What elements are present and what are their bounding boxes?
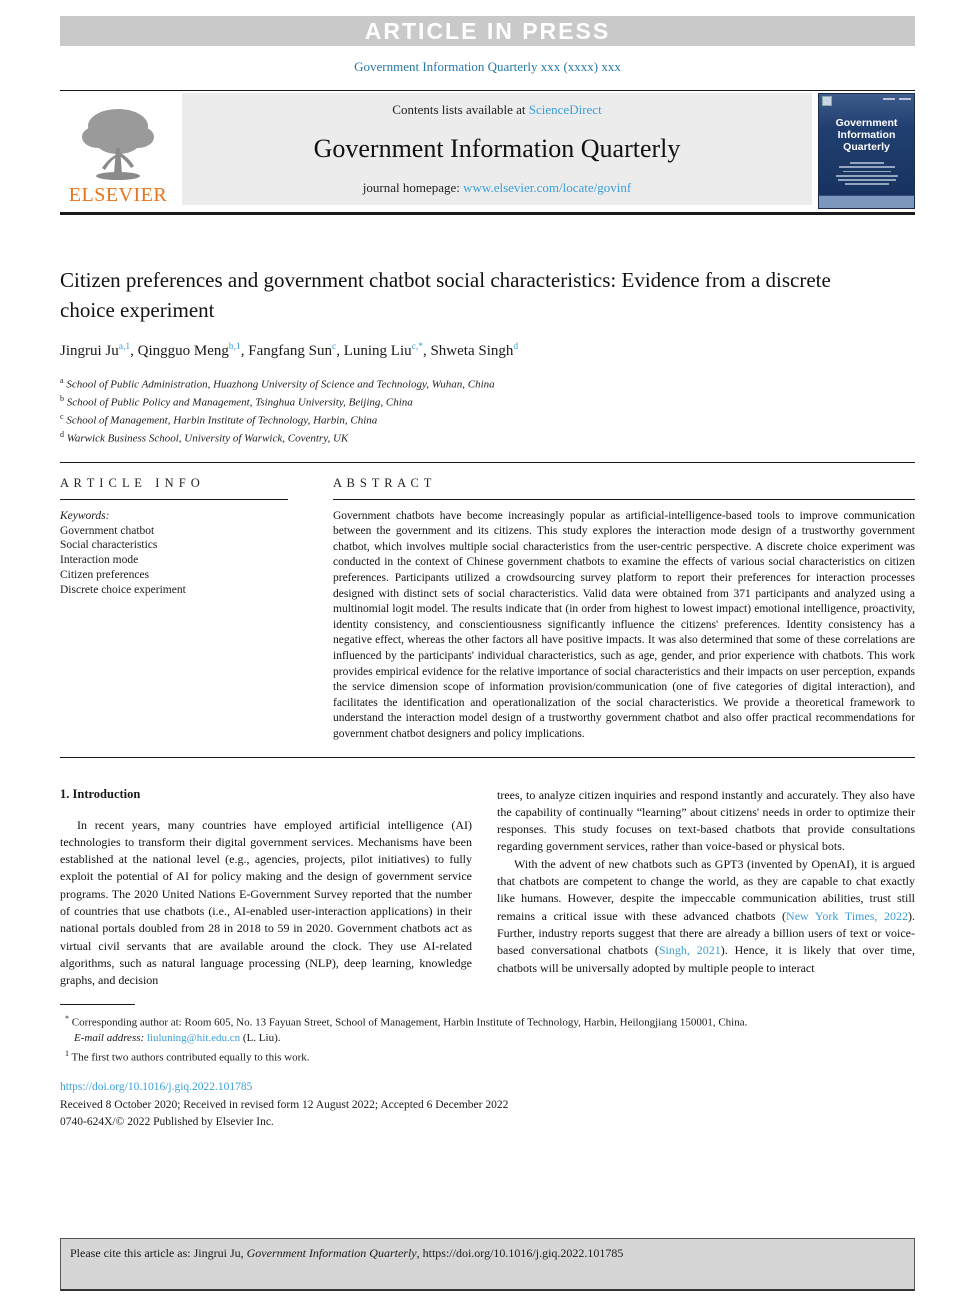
keyword-item: Discrete choice experiment (60, 583, 186, 596)
journal-cover-thumbnail (818, 93, 915, 209)
author-superscript-link[interactable]: c,* (411, 342, 423, 352)
cover-dash (883, 98, 895, 100)
contents-line: Contents lists available at ScienceDirect (392, 102, 602, 117)
affiliation-superscript: c (60, 412, 64, 422)
keyword-item: Government chatbot (60, 524, 155, 537)
abstract-heading: A B S T R A C T (333, 476, 915, 500)
journal-title: Government Information Quarterly (313, 134, 681, 163)
cover-dash (899, 98, 911, 100)
intro-paragraph: trees, to analyze citizen inquiries and respond instantly and accurately. They also have the capability of continually “learning” about citizens' needs in order to optimize their responses. This study focuses on text-based chatbots that provide consultations regarding government services, rather than voice-based or physical bots. (497, 787, 915, 854)
author-superscript-link[interactable]: a,1 (118, 342, 131, 352)
intro-left-column (60, 787, 472, 990)
author-name: Luning Liu (343, 343, 412, 359)
introduction-heading: 1. Introduction (60, 786, 141, 801)
article-info-heading: A R T I C L E I N F O (60, 476, 288, 500)
equal-contribution-note: $^1$ The first two authors contributed equally to this work. (65, 1049, 310, 1064)
authors-line: Jingrui Ju$^{a,1}$, Qingguo Meng$^{b,1}$, Fangfang Sun$^c$, Luning Liu$^{c,*}$, Shweta Singh$^d$ (60, 342, 519, 359)
author-name: Jingrui Ju (60, 343, 119, 359)
affiliation-line: $^d$ Warwick Business School, University of Warwick, Coventry, UK (60, 430, 349, 446)
cover-top-band (819, 94, 914, 109)
cover-title: Government Information Quarterly (835, 117, 898, 153)
intro-paragraph: With the advent of new chatbots such as GPT3 (invented by OpenAI), it is argued that chatbots are competent to change the world, as they are capable to chat exactly like humans. However, despite the impeccable communication abilities, trust still remains a critical issue with these advanced chatbots (New York Times, 2022). Further, industry reports suggest that there are already a billion users of text or voice-based conversational chatbots (Singh, 2021). Hence, it is likely that over time, chatbots will be universally adopted by multiple people to interact (497, 856, 916, 975)
elsevier-tree-icon (76, 104, 160, 186)
author-name: Fangfang Sun (248, 343, 332, 359)
received-dates: Received 8 October 2020; Received in revised form 12 August 2022; Accepted 6 December 2022 (60, 1098, 509, 1111)
cite-text: Please cite this article as: Jingrui Ju, (70, 1246, 247, 1260)
journal-masthead (60, 90, 915, 215)
keywords-label: Keywords: (60, 509, 110, 522)
author-superscript-link[interactable]: c (331, 342, 337, 352)
intro-right-column (497, 787, 915, 990)
citation-link-nyt[interactable]: New York Times, 2022 (786, 908, 909, 923)
affiliation-superscript: b (60, 394, 64, 404)
introduction-section (60, 787, 915, 990)
email-line: E-mail address: liuluning@hit.edu.cn (L. Liu). (74, 1031, 281, 1044)
corresponding-author-note: * Corresponding author at: Room 605, No. 13 Fayuan Street, School of Management, Harbin Institute of Technology, Harbin, Heilongjiang 150001, China. (65, 1013, 748, 1029)
affiliation-superscript: d (60, 430, 64, 440)
author-name: Qingguo Meng (137, 343, 229, 359)
intro-paragraph: In recent years, many countries have employed artificial intelligence (AI) technologies to transform their digital government services. Mechanisms have been established at the national level (e.g., agencies, projects, pilot initiatives) to fully exploit the potential of AI for policy making and the design of government service programs. The 2020 United Nations E-Government Survey reported that the number of countries that use chatbots (i.e., AI-enabled user-interaction applications) in their national portals doubled from 28 in 2018 to 59 in 2020. Government chatbots act as virtual civil servants that are available around the clock. They use AI-related algorithms, such as natural language processing (NLP), deep learning, knowledge graphs, and decision (60, 817, 472, 988)
citation-banner: Please cite this article as: Jingrui Ju, Government Information Quarterly, https://doi.org/10.1016/j.giq.2022.101785 (60, 1238, 915, 1291)
affiliation-line: $^a$ School of Public Administration, Huazhong University of Science and Technology, Wuhan, China (60, 376, 495, 391)
copyright-line: 0740-624X/© 2022 Published by Elsevier Inc. (60, 1116, 274, 1129)
journal-homepage-link[interactable]: www.elsevier.com/locate/govinf (463, 180, 632, 195)
keyword-item: Citizen preferences (60, 569, 150, 582)
affiliation-superscript: a (60, 376, 64, 385)
affiliations (60, 374, 915, 447)
author-superscript-link[interactable]: b,1 (228, 342, 241, 352)
article-in-press-banner (60, 16, 915, 46)
info-abstract-section (60, 476, 915, 758)
title-divider (60, 462, 915, 463)
citation-link-singh[interactable]: Singh, 2021 (658, 943, 721, 958)
masthead-box (182, 93, 812, 205)
doi-block (60, 1079, 915, 1132)
affiliation-line: $^c$ School of Management, Harbin Institute of Technology, Harbin, China (60, 412, 378, 427)
email-link[interactable]: liuluning@hit.edu.cn (146, 1031, 241, 1044)
doi-link[interactable]: https://doi.org/10.1016/j.giq.2022.101785 (60, 1081, 253, 1094)
abstract-text: Government chatbots have become increasingly popular as artificial-intelligence-based tools to improve communication between the government and its citizens. This study explores the interaction mode design of a trustworthy government chatbot, which involves multiple social characteristics from the user-centric perspective. A discrete choice experiment was conducted in the context of Chinese government chatbots to examine the effects of various social characteristics on citizen preferences. Participants utilized a crowdsourcing survey platform to report their preferences for interaction processes designed with distinct sets of social characteristics. Valid data were obtained from 371 participants and analyzed using a multinomial logit model. The results indicate that (in order from highest to lowest impact) emotional intelligence, proactivity, identity consistency, and conscientiousness significantly influence the citizens' preferences. Identity consistency has a negative effect, whereas the other factors all have positive impacts. It was also determined that some of these correlations are influenced by the participants' individual characteristics, such as age, gender, and prior experience with chatbots. This work provides empirical evidence for the relative importance of social characteristics and their impacts on user perception, expands the service dimension scope of information provision/communication (one of five categories of digital interaction), and facilitates the identification and operationalization of the social characteristics. We provide a theoretical framework to understand the interaction model design of a trustworthy government chatbot and also offer practical recommendations for government chatbot designers and policy implications. (333, 509, 915, 740)
article-in-press-label: ARTICLE IN PRESS (364, 17, 611, 44)
article-info-column (60, 476, 288, 743)
homepage-line: journal homepage: www.elsevier.com/locate/govinf (362, 180, 632, 195)
author-name: Shweta Singh (430, 343, 514, 359)
cover-bottom-band (819, 195, 914, 208)
footnote-separator (60, 1004, 135, 1005)
cover-editor-lines (819, 162, 914, 185)
article-title: Citizen preferences and government chatbot social characteristics: Evidence from a discrete choice experiment (60, 268, 831, 322)
elsevier-wordmark: ELSEVIER (68, 184, 168, 206)
abstract-column (333, 476, 915, 743)
affiliation-line: $^b$ School of Public Policy and Management, Tsinghua University, Beijing, China (60, 394, 413, 409)
cover-publisher-icon (822, 96, 832, 106)
sciencedirect-link[interactable]: ScienceDirect (528, 102, 602, 117)
cite-journal-name: Government Information Quarterly (246, 1246, 417, 1260)
elsevier-logo (60, 93, 182, 209)
author-superscript-link[interactable]: d (513, 342, 519, 352)
keyword-item: Interaction mode (60, 554, 139, 567)
keyword-item: Social characteristics (60, 539, 158, 552)
footnotes (60, 1011, 915, 1067)
journal-reference: Government Information Quarterly xxx (xxxx) xxx (354, 59, 621, 74)
